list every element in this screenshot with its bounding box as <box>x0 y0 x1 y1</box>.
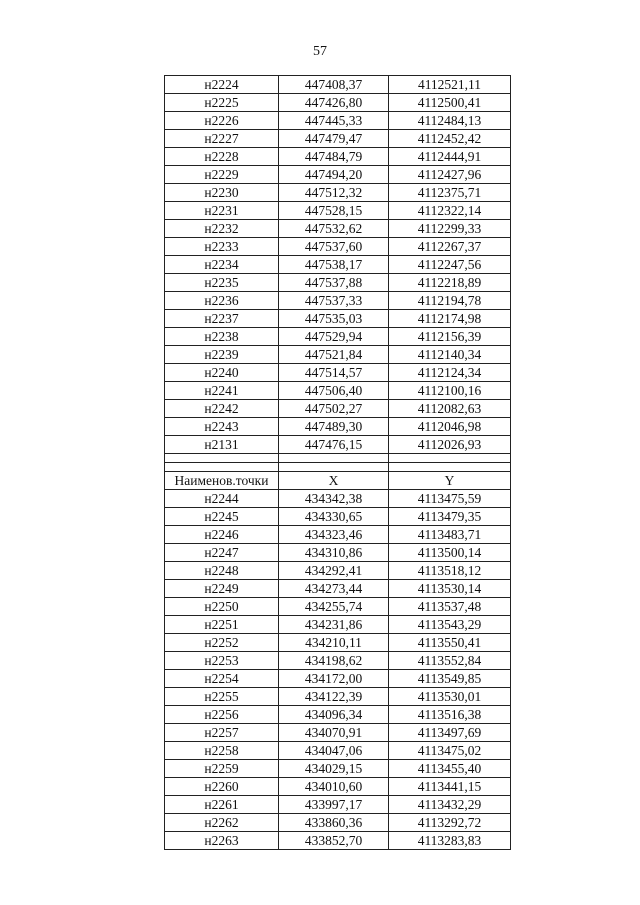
table-row <box>165 364 511 382</box>
point-name-cell: н2250 <box>165 598 279 616</box>
y-coordinate-cell: 4113441,15 <box>389 778 511 796</box>
point-name-cell: н2249 <box>165 580 279 598</box>
x-coordinate-cell: 447529,94 <box>279 328 389 346</box>
table-row <box>165 616 511 634</box>
table-row <box>165 202 511 220</box>
x-coordinate-cell: 447532,62 <box>279 220 389 238</box>
point-name-cell: н2255 <box>165 688 279 706</box>
x-coordinate-cell: 434096,34 <box>279 706 389 724</box>
x-coordinate-cell: 447537,88 <box>279 274 389 292</box>
header-x: X <box>279 472 389 490</box>
point-name-cell: н2227 <box>165 130 279 148</box>
table-row <box>165 76 511 94</box>
point-name-cell: н2228 <box>165 148 279 166</box>
table-cell <box>279 463 389 472</box>
x-coordinate-cell: 447476,15 <box>279 436 389 454</box>
table-row <box>165 328 511 346</box>
table-cell <box>165 454 279 463</box>
y-coordinate-cell: 4112484,13 <box>389 112 511 130</box>
point-name-cell: н2257 <box>165 724 279 742</box>
y-coordinate-cell: 4112174,98 <box>389 310 511 328</box>
table-row <box>165 436 511 454</box>
table-row <box>165 256 511 274</box>
point-name-cell: н2237 <box>165 310 279 328</box>
y-coordinate-cell: 4113483,71 <box>389 526 511 544</box>
point-name-cell: н2238 <box>165 328 279 346</box>
header-point-name: Наименов.точки <box>165 472 279 490</box>
x-coordinate-cell: 447538,17 <box>279 256 389 274</box>
header-row <box>165 472 511 490</box>
x-coordinate-cell: 447502,27 <box>279 400 389 418</box>
x-coordinate-cell: 434231,86 <box>279 616 389 634</box>
y-coordinate-cell: 4113432,29 <box>389 796 511 814</box>
point-name-cell: н2246 <box>165 526 279 544</box>
point-name-cell: н2230 <box>165 184 279 202</box>
table-row <box>165 220 511 238</box>
table-row <box>165 94 511 112</box>
table-row <box>165 796 511 814</box>
point-name-cell: н2243 <box>165 418 279 436</box>
y-coordinate-cell: 4112444,91 <box>389 148 511 166</box>
x-coordinate-cell: 447528,15 <box>279 202 389 220</box>
table-cell <box>279 454 389 463</box>
x-coordinate-cell: 447535,03 <box>279 310 389 328</box>
x-coordinate-cell: 447484,79 <box>279 148 389 166</box>
x-coordinate-cell: 447445,33 <box>279 112 389 130</box>
y-coordinate-cell: 4113530,01 <box>389 688 511 706</box>
point-name-cell: н2229 <box>165 166 279 184</box>
y-coordinate-cell: 4113497,69 <box>389 724 511 742</box>
x-coordinate-cell: 433852,70 <box>279 832 389 850</box>
table-row <box>165 238 511 256</box>
y-coordinate-cell: 4113283,83 <box>389 832 511 850</box>
x-coordinate-cell: 434255,74 <box>279 598 389 616</box>
table-cell <box>165 463 279 472</box>
x-coordinate-cell: 447512,32 <box>279 184 389 202</box>
table-row <box>165 400 511 418</box>
table-row <box>165 310 511 328</box>
header-y: Y <box>389 472 511 490</box>
x-coordinate-cell: 434122,39 <box>279 688 389 706</box>
point-name-cell: н2235 <box>165 274 279 292</box>
y-coordinate-cell: 4112194,78 <box>389 292 511 310</box>
table-row <box>165 778 511 796</box>
point-name-cell: н2233 <box>165 238 279 256</box>
table-row <box>165 814 511 832</box>
point-name-cell: н2260 <box>165 778 279 796</box>
point-name-cell: н2241 <box>165 382 279 400</box>
x-coordinate-cell: 447408,37 <box>279 76 389 94</box>
x-coordinate-cell: 447426,80 <box>279 94 389 112</box>
table-row <box>165 634 511 652</box>
y-coordinate-cell: 4112267,37 <box>389 238 511 256</box>
y-coordinate-cell: 4113537,48 <box>389 598 511 616</box>
x-coordinate-cell: 447521,84 <box>279 346 389 364</box>
y-coordinate-cell: 4113475,59 <box>389 490 511 508</box>
x-coordinate-cell: 447479,47 <box>279 130 389 148</box>
y-coordinate-cell: 4112247,56 <box>389 256 511 274</box>
y-coordinate-cell: 4112100,16 <box>389 382 511 400</box>
point-name-cell: н2254 <box>165 670 279 688</box>
x-coordinate-cell: 447537,60 <box>279 238 389 256</box>
table-row <box>165 670 511 688</box>
blank-row <box>165 454 511 463</box>
x-coordinate-cell: 447514,57 <box>279 364 389 382</box>
y-coordinate-cell: 4112140,34 <box>389 346 511 364</box>
point-name-cell: н2251 <box>165 616 279 634</box>
point-name-cell: н2239 <box>165 346 279 364</box>
table-row <box>165 832 511 850</box>
y-coordinate-cell: 4113550,41 <box>389 634 511 652</box>
point-name-cell: н2224 <box>165 76 279 94</box>
x-coordinate-cell: 434330,65 <box>279 508 389 526</box>
point-name-cell: н2226 <box>165 112 279 130</box>
x-coordinate-cell: 434210,11 <box>279 634 389 652</box>
y-coordinate-cell: 4112322,14 <box>389 202 511 220</box>
table-row <box>165 580 511 598</box>
table-row <box>165 274 511 292</box>
x-coordinate-cell: 434310,86 <box>279 544 389 562</box>
y-coordinate-cell: 4112124,34 <box>389 364 511 382</box>
table-row <box>165 418 511 436</box>
point-name-cell: н2247 <box>165 544 279 562</box>
y-coordinate-cell: 4112500,41 <box>389 94 511 112</box>
y-coordinate-cell: 4113500,14 <box>389 544 511 562</box>
x-coordinate-cell: 433860,36 <box>279 814 389 832</box>
point-name-cell: н2242 <box>165 400 279 418</box>
y-coordinate-cell: 4112375,71 <box>389 184 511 202</box>
point-name-cell: н2262 <box>165 814 279 832</box>
y-coordinate-cell: 4113552,84 <box>389 652 511 670</box>
x-coordinate-cell: 434273,44 <box>279 580 389 598</box>
y-coordinate-cell: 4112299,33 <box>389 220 511 238</box>
y-coordinate-cell: 4112082,63 <box>389 400 511 418</box>
y-coordinate-cell: 4113518,12 <box>389 562 511 580</box>
blank-row <box>165 463 511 472</box>
point-name-cell: н2244 <box>165 490 279 508</box>
y-coordinate-cell: 4112452,42 <box>389 130 511 148</box>
table-cell <box>389 463 511 472</box>
point-name-cell: н2234 <box>165 256 279 274</box>
table-row <box>165 382 511 400</box>
y-coordinate-cell: 4113479,35 <box>389 508 511 526</box>
table-row <box>165 292 511 310</box>
point-name-cell: н2259 <box>165 760 279 778</box>
y-coordinate-cell: 4112046,98 <box>389 418 511 436</box>
point-name-cell: н2263 <box>165 832 279 850</box>
coordinates-table <box>164 75 511 850</box>
table-row <box>165 724 511 742</box>
y-coordinate-cell: 4113549,85 <box>389 670 511 688</box>
y-coordinate-cell: 4113516,38 <box>389 706 511 724</box>
y-coordinate-cell: 4113292,72 <box>389 814 511 832</box>
point-name-cell: н2258 <box>165 742 279 760</box>
table-row <box>165 508 511 526</box>
x-coordinate-cell: 434198,62 <box>279 652 389 670</box>
page-number: 57 <box>313 44 327 59</box>
table-row <box>165 346 511 364</box>
table-cell <box>389 454 511 463</box>
point-name-cell: н2252 <box>165 634 279 652</box>
x-coordinate-cell: 434070,91 <box>279 724 389 742</box>
table-row <box>165 526 511 544</box>
x-coordinate-cell: 447494,20 <box>279 166 389 184</box>
y-coordinate-cell: 4113530,14 <box>389 580 511 598</box>
x-coordinate-cell: 434292,41 <box>279 562 389 580</box>
table-row <box>165 112 511 130</box>
point-name-cell: н2232 <box>165 220 279 238</box>
table-row <box>165 652 511 670</box>
x-coordinate-cell: 447537,33 <box>279 292 389 310</box>
x-coordinate-cell: 447506,40 <box>279 382 389 400</box>
y-coordinate-cell: 4112156,39 <box>389 328 511 346</box>
first-block <box>165 76 511 454</box>
point-name-cell: н2261 <box>165 796 279 814</box>
y-coordinate-cell: 4112427,96 <box>389 166 511 184</box>
point-name-cell: н2256 <box>165 706 279 724</box>
x-coordinate-cell: 447489,30 <box>279 418 389 436</box>
x-coordinate-cell: 434323,46 <box>279 526 389 544</box>
table-row <box>165 166 511 184</box>
point-name-cell: н2240 <box>165 364 279 382</box>
point-name-cell: н2248 <box>165 562 279 580</box>
table-row <box>165 490 511 508</box>
spacer-block <box>165 454 511 490</box>
x-coordinate-cell: 434010,60 <box>279 778 389 796</box>
point-name-cell: н2245 <box>165 508 279 526</box>
x-coordinate-cell: 434029,15 <box>279 760 389 778</box>
table-row <box>165 706 511 724</box>
y-coordinate-cell: 4113543,29 <box>389 616 511 634</box>
table-row <box>165 148 511 166</box>
second-block <box>165 490 511 850</box>
y-coordinate-cell: 4113455,40 <box>389 760 511 778</box>
y-coordinate-cell: 4112026,93 <box>389 436 511 454</box>
table-row <box>165 742 511 760</box>
y-coordinate-cell: 4112218,89 <box>389 274 511 292</box>
point-name-cell: н2231 <box>165 202 279 220</box>
x-coordinate-cell: 434172,00 <box>279 670 389 688</box>
table-row <box>165 544 511 562</box>
x-coordinate-cell: 433997,17 <box>279 796 389 814</box>
point-name-cell: н2236 <box>165 292 279 310</box>
table-row <box>165 130 511 148</box>
x-coordinate-cell: 434342,38 <box>279 490 389 508</box>
table-row <box>165 562 511 580</box>
point-name-cell: н2131 <box>165 436 279 454</box>
x-coordinate-cell: 434047,06 <box>279 742 389 760</box>
y-coordinate-cell: 4112521,11 <box>389 76 511 94</box>
table-row <box>165 184 511 202</box>
table-row <box>165 760 511 778</box>
point-name-cell: н2225 <box>165 94 279 112</box>
table-row <box>165 688 511 706</box>
table-row <box>165 598 511 616</box>
point-name-cell: н2253 <box>165 652 279 670</box>
y-coordinate-cell: 4113475,02 <box>389 742 511 760</box>
